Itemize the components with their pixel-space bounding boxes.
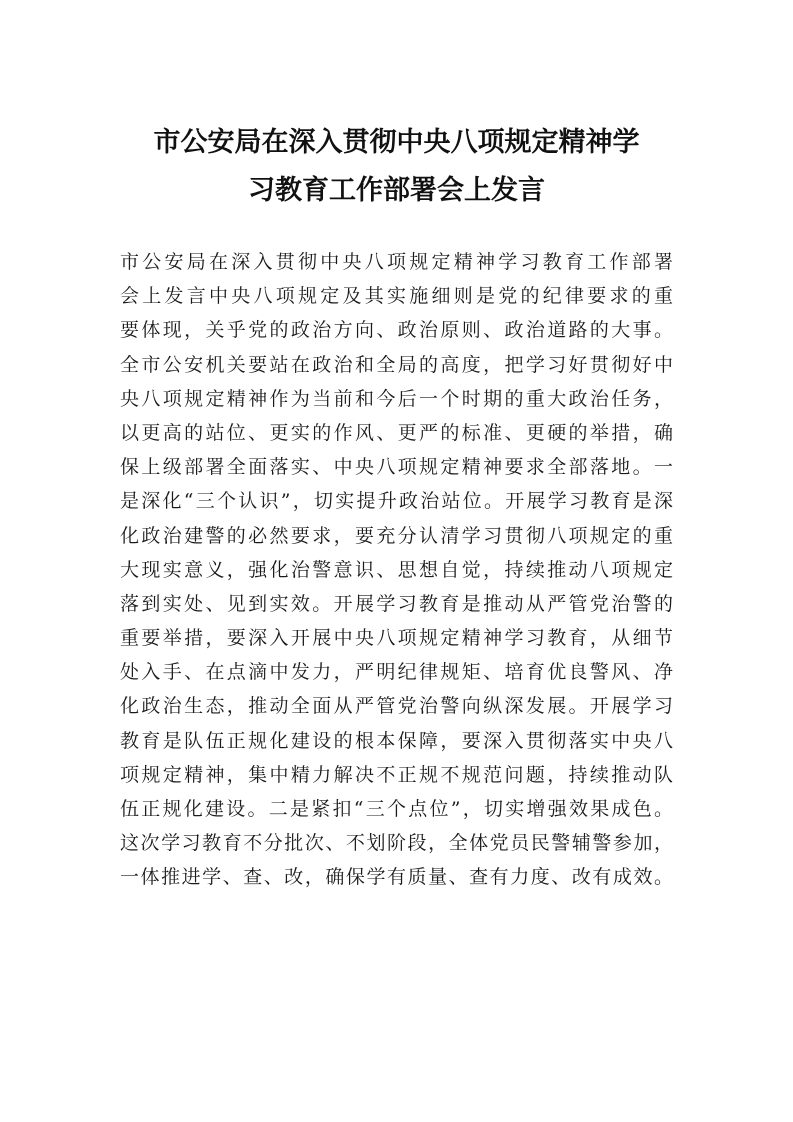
body-line: 落到实处、见到实效。开展学习教育是推动从严管党治警的 <box>120 592 673 615</box>
body-line: 这次学习教育不分批次、不划阶段，全体党员民警辅警参加， <box>120 832 673 855</box>
title-line-2: 习教育工作部署会上发言 <box>248 175 545 206</box>
body-line: 大现实意义，强化治警意识、思想自觉，持续推动八项规定 <box>120 558 673 581</box>
body-line: 处入手、在点滴中发力，严明纪律规矩、培育优良警风、净 <box>120 661 673 684</box>
body-line: 市公安局在深入贯彻中央八项规定精神学习教育工作部署 <box>120 251 673 273</box>
body-line: 化政治生态，推动全面从严管党治警向纵深发展。开展学习 <box>120 695 673 718</box>
body-line: 一体推进学、查、改，确保学有质量、查有力度、改有成效。 <box>120 866 673 889</box>
body-line: 保上级部署全面落实、中央八项规定精神要求全部落地。一 <box>120 456 673 479</box>
title-line-1: 市公安局在深入贯彻中央八项规定精神学 <box>153 127 640 158</box>
body-line: 要体现，关乎党的政治方向、政治原则、政治道路的大事。 <box>120 319 673 342</box>
body-line: 重要举措，要深入开展中央八项规定精神学习教育，从细节 <box>120 627 673 650</box>
body-line: 项规定精神，集中精力解决不正规不规范问题，持续推动队 <box>120 763 673 786</box>
body-line: 是深化“三个认识”，切实提升政治站位。开展学习教育是深 <box>120 490 673 513</box>
body-line: 会上发言中央八项规定及其实施细则是党的纪律要求的重 <box>120 285 673 308</box>
document-title <box>120 119 673 215</box>
body-line: 全市公安机关要站在政治和全局的高度，把学习好贯彻好中 <box>120 353 673 376</box>
body-line: 央八项规定精神作为当前和今后一个时期的重大政治任务， <box>120 387 673 410</box>
body-line: 以更高的站位、更实的作风、更严的标准、更硬的举措，确 <box>120 421 673 444</box>
document-body <box>120 245 673 895</box>
body-line: 教育是队伍正规化建设的根本保障，要深入贯彻落实中央八 <box>120 729 673 752</box>
body-line: 伍正规化建设。二是紧扣“三个点位”，切实增强效果成色。 <box>120 798 673 820</box>
body-line: 化政治建警的必然要求，要充分认清学习贯彻八项规定的重 <box>120 524 673 547</box>
